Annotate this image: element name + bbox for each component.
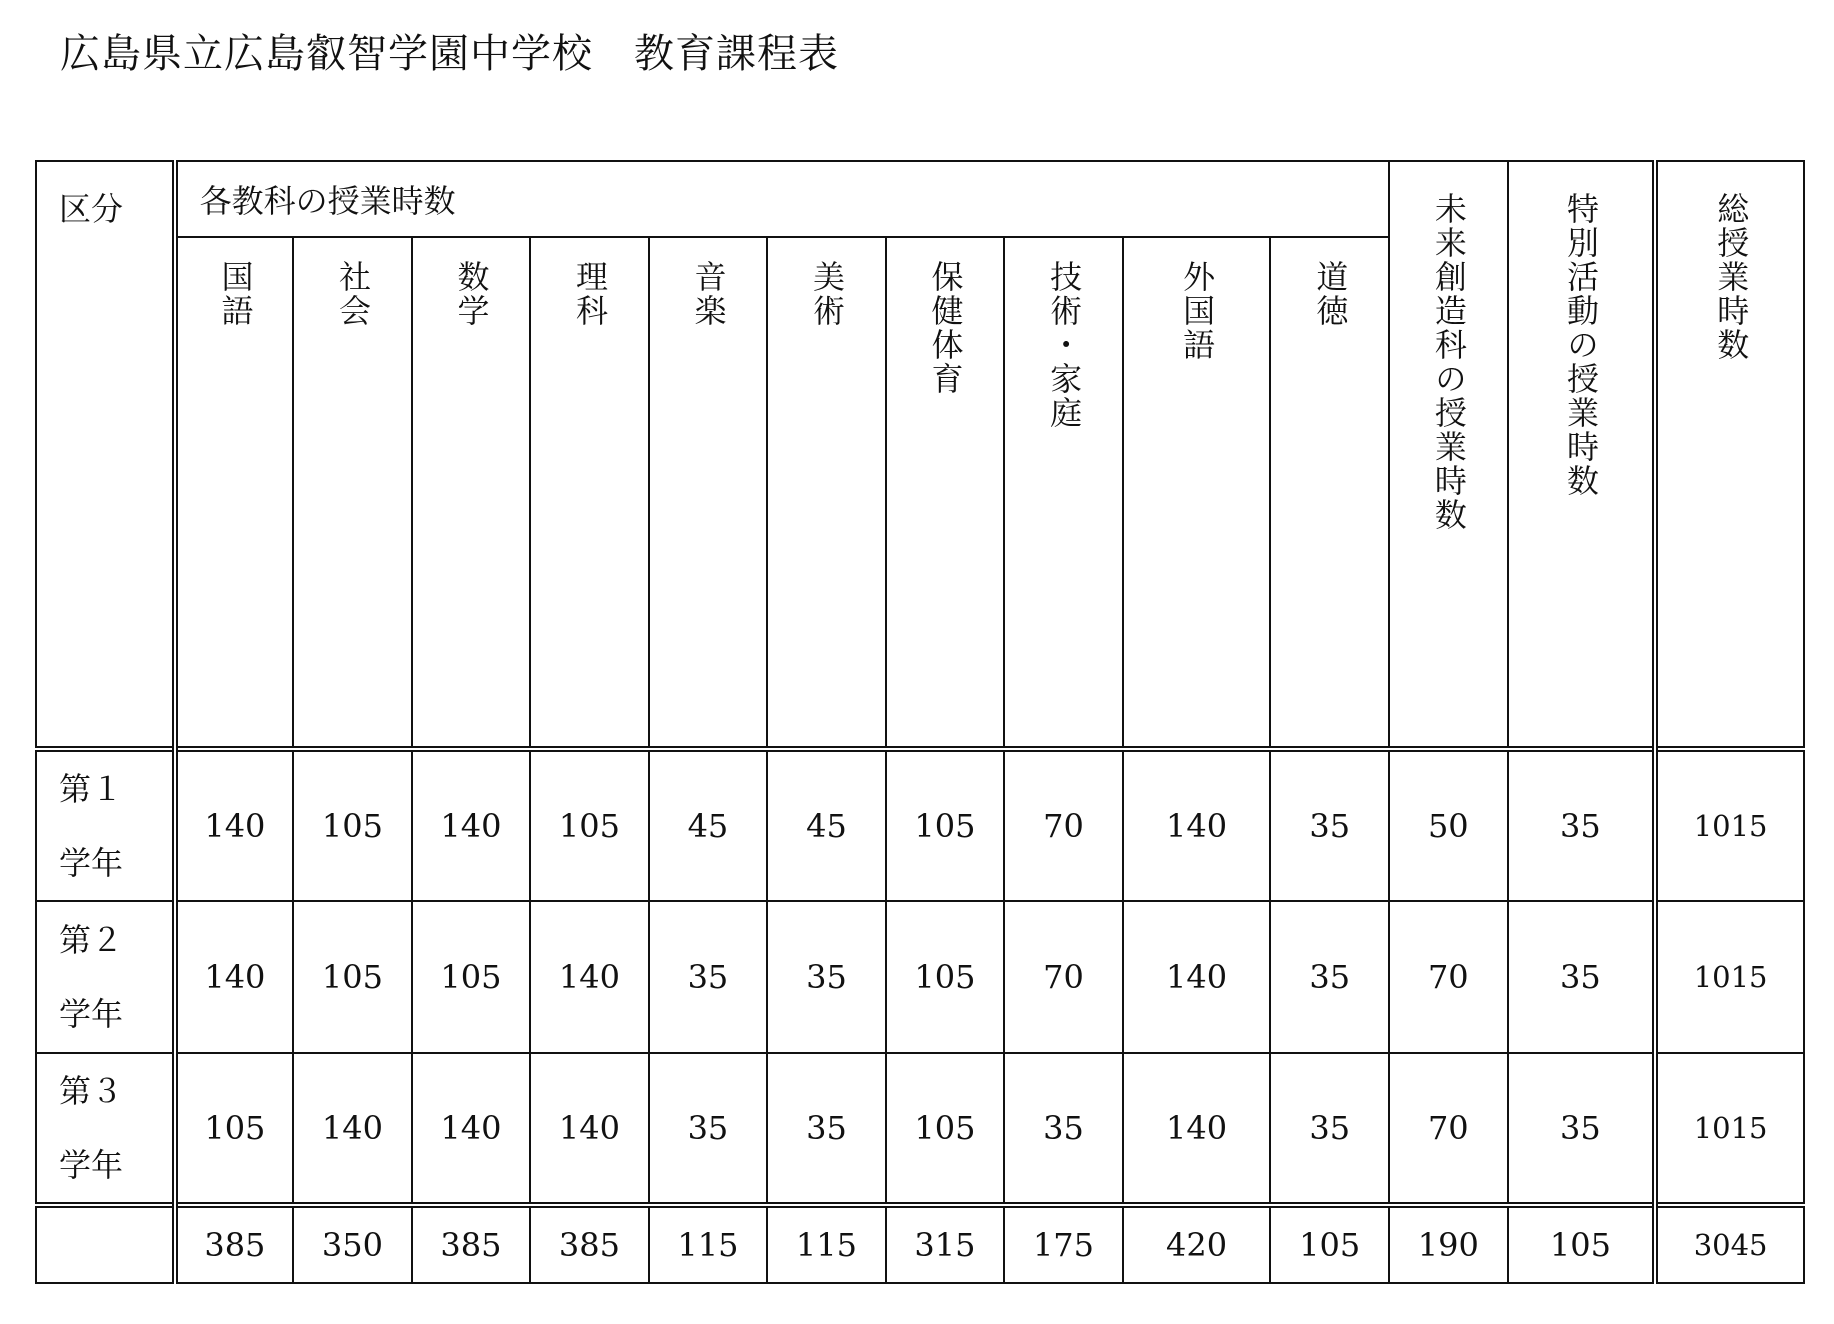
subject-header-label: 美術 bbox=[808, 260, 847, 328]
subject-header bbox=[649, 237, 768, 749]
total-cell: 385 bbox=[412, 1205, 531, 1283]
grade-label-line2: 学年 bbox=[59, 844, 124, 882]
page-title: 広島県立広島叡智学園中学校 教育課程表 bbox=[60, 31, 839, 77]
table-cell: 140 bbox=[412, 749, 531, 901]
table-cell: 105 bbox=[886, 1053, 1005, 1205]
table-row bbox=[36, 1053, 1804, 1205]
table-cell: 140 bbox=[175, 901, 294, 1053]
subject-header bbox=[175, 237, 294, 749]
curriculum-table bbox=[35, 160, 1805, 1284]
table-cell: 70 bbox=[1004, 749, 1123, 901]
total-cell: 105 bbox=[1508, 1205, 1656, 1283]
total-cell: 385 bbox=[530, 1205, 649, 1283]
table-cell: 105 bbox=[293, 749, 412, 901]
special-activities-header: 特別活動の授業時数 bbox=[1508, 161, 1656, 749]
total-cell: 175 bbox=[1004, 1205, 1123, 1283]
total-cell: 3045 bbox=[1655, 1205, 1804, 1283]
subject-header bbox=[886, 237, 1005, 749]
total-hours-header: 総授業時数 bbox=[1655, 161, 1804, 749]
grade-label-line1: 第１ bbox=[59, 770, 124, 808]
table-cell: 140 bbox=[530, 1053, 649, 1205]
subject-header bbox=[1123, 237, 1271, 749]
subject-header-label: 音楽 bbox=[689, 260, 728, 328]
table-cell: 1015 bbox=[1655, 901, 1804, 1053]
table-row bbox=[36, 901, 1804, 1053]
subject-header-label: 数学 bbox=[452, 260, 491, 328]
table-cell: 105 bbox=[886, 901, 1005, 1053]
table-cell: 50 bbox=[1389, 749, 1508, 901]
subject-header bbox=[1004, 237, 1123, 749]
total-cell: 420 bbox=[1123, 1205, 1271, 1283]
table-cell: 140 bbox=[530, 901, 649, 1053]
table-cell: 35 bbox=[767, 901, 886, 1053]
table-cell: 105 bbox=[293, 901, 412, 1053]
total-cell: 105 bbox=[1270, 1205, 1389, 1283]
table-cell: 105 bbox=[175, 1053, 294, 1205]
table-cell: 140 bbox=[1123, 749, 1271, 901]
grade-label bbox=[36, 901, 175, 1053]
grade-label-line2: 学年 bbox=[59, 1146, 124, 1184]
subject-header-label: 社会 bbox=[333, 260, 372, 328]
subject-hours-group-header: 各教科の授業時数 bbox=[175, 161, 1389, 237]
table-cell: 35 bbox=[1270, 901, 1389, 1053]
table-cell: 140 bbox=[175, 749, 294, 901]
table-cell: 140 bbox=[412, 1053, 531, 1205]
grade-label-line2: 学年 bbox=[59, 995, 124, 1033]
table-cell: 35 bbox=[1270, 1053, 1389, 1205]
subject-header-label: 国語 bbox=[216, 260, 255, 328]
table-cell: 35 bbox=[767, 1053, 886, 1205]
table-cell: 105 bbox=[886, 749, 1005, 901]
subject-header-label: 外国語 bbox=[1178, 260, 1217, 362]
table-cell: 35 bbox=[1508, 1053, 1656, 1205]
subject-header bbox=[767, 237, 886, 749]
total-cell: 115 bbox=[767, 1205, 886, 1283]
table-cell: 105 bbox=[530, 749, 649, 901]
table-cell: 45 bbox=[649, 749, 768, 901]
table-cell: 70 bbox=[1389, 1053, 1508, 1205]
subject-header bbox=[530, 237, 649, 749]
table-cell: 1015 bbox=[1655, 749, 1804, 901]
table-cell: 70 bbox=[1389, 901, 1508, 1053]
header-row-1 bbox=[36, 161, 1804, 237]
future-creation-header: 未来創造科の授業時数 bbox=[1389, 161, 1508, 749]
table-cell: 140 bbox=[293, 1053, 412, 1205]
table-cell: 140 bbox=[1123, 901, 1271, 1053]
subject-header-label: 保健体育 bbox=[926, 260, 965, 396]
total-cell: 385 bbox=[175, 1205, 294, 1283]
table-cell: 45 bbox=[767, 749, 886, 901]
table-cell: 35 bbox=[1508, 749, 1656, 901]
table-cell: 35 bbox=[1270, 749, 1389, 901]
table-cell: 105 bbox=[412, 901, 531, 1053]
grade-label bbox=[36, 1053, 175, 1205]
subject-header bbox=[1270, 237, 1389, 749]
totals-row bbox=[36, 1205, 1804, 1283]
subject-header bbox=[293, 237, 412, 749]
total-cell: 190 bbox=[1389, 1205, 1508, 1283]
subject-header-label: 理科 bbox=[571, 260, 609, 328]
table-body bbox=[36, 749, 1804, 1205]
subject-header bbox=[412, 237, 531, 749]
curriculum-table-wrapper bbox=[35, 160, 1805, 1284]
table-cell: 70 bbox=[1004, 901, 1123, 1053]
subject-header-label: 道徳 bbox=[1311, 260, 1350, 328]
category-header: 区分 bbox=[36, 161, 175, 749]
table-cell: 35 bbox=[649, 1053, 768, 1205]
table-row bbox=[36, 749, 1804, 901]
subject-header-label: 技術・家庭 bbox=[1045, 260, 1084, 430]
total-cell: 350 bbox=[293, 1205, 412, 1283]
table-cell: 140 bbox=[1123, 1053, 1271, 1205]
total-cell: 115 bbox=[649, 1205, 768, 1283]
table-cell: 35 bbox=[1508, 901, 1656, 1053]
total-cell: 315 bbox=[886, 1205, 1005, 1283]
grade-label-line1: 第３ bbox=[59, 1072, 124, 1110]
table-cell: 1015 bbox=[1655, 1053, 1804, 1205]
table-cell: 35 bbox=[649, 901, 768, 1053]
table-cell: 35 bbox=[1004, 1053, 1123, 1205]
totals-label bbox=[36, 1205, 175, 1283]
grade-label-line1: 第２ bbox=[59, 921, 124, 959]
grade-label bbox=[36, 749, 175, 901]
